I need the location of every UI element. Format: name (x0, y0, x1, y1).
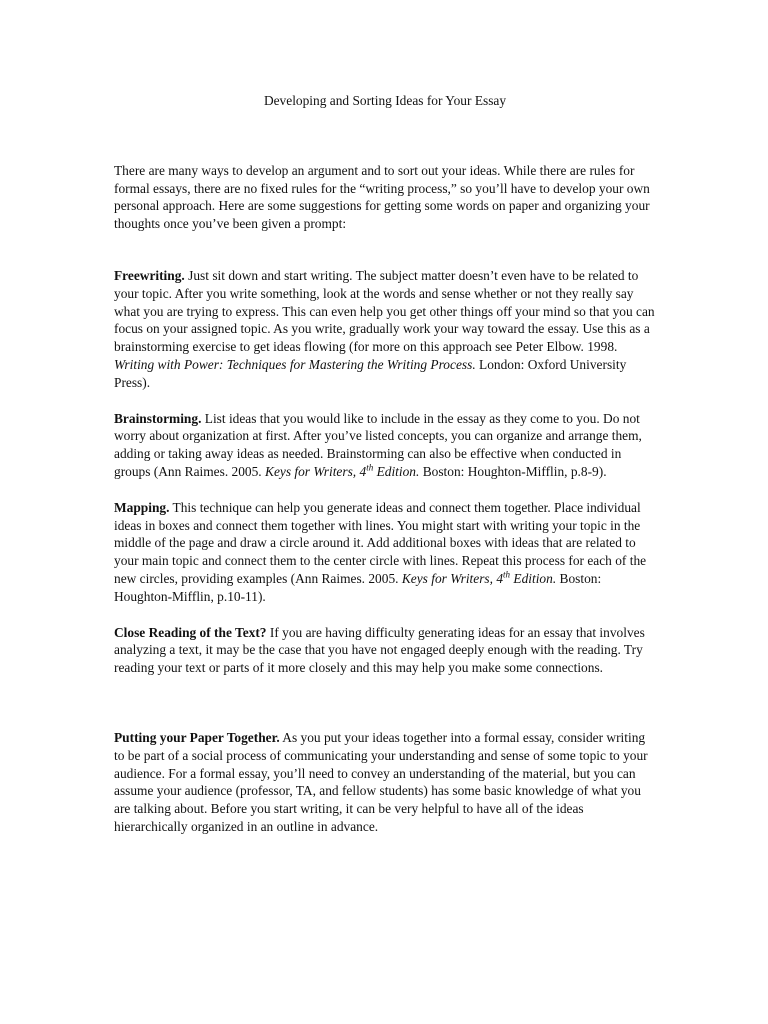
freewriting-citation-tail: London: Oxford University Press). (114, 356, 627, 390)
intro-paragraph: There are many ways to develop an argument and to sort out your ideas. While there are rules for formal essays, there are no fixed rules for the “writing process,” so you’ll have to develop your own personal approach. Here are some suggestions for getting some words on paper and organizing your thoughts once you’ve been given a prompt: (114, 162, 650, 232)
brainstorming-book-name: Keys for Writers, 4 (265, 463, 367, 479)
mapping-book-title (402, 571, 556, 586)
brainstorming-heading: Brainstorming. (114, 410, 202, 426)
putting-together-text: As you put your ideas together into a formal essay, consider writing to be part of a social process of communicating your understanding and sense of some topic to your audience. For a formal essay, you’ll need to convey an understanding of the material, but you can assume your audience (professor, TA, and fellow students) has some basic knowledge of what you are talking about. Before you start writing, it can be very helpful to have all of the ideas hierarchically organized in an outline in advance. (114, 729, 648, 834)
mapping-book-edition: Edition. (510, 570, 557, 586)
brainstorming-edition-sup: th (366, 462, 374, 473)
brainstorming-section (114, 410, 656, 481)
putting-together-heading: Putting your Paper Together. (114, 729, 280, 745)
freewriting-section (114, 267, 656, 392)
mapping-book-name: Keys for Writers, 4 (401, 570, 504, 586)
putting-together-section (114, 729, 656, 836)
brainstorming-book-edition: Edition. (373, 463, 420, 479)
mapping-section (114, 499, 656, 606)
mapping-citation-tail: Boston: Houghton-Mifflin, p.10-11). (114, 570, 602, 604)
brainstorming-book-title (265, 464, 419, 479)
close-reading-heading: Close Reading of the Text? (114, 624, 267, 640)
close-reading-text: If you are having difficulty generating ideas for an essay that involves analyzing a text, it may be the case that you have not engaged deeply enough with the reading. Try reading your text or parts of it more closely and this may help you make some connections. (114, 624, 645, 676)
freewriting-book-title: Writing with Power: Techniques for Mastering the Writing Process. (114, 356, 476, 372)
close-reading-section (114, 624, 656, 677)
mapping-text: This technique can help you generate ideas and connect them together. Place individual ideas in boxes and connect them together with lines. You might start with writing your topic in the middle of the page and draw a circle around it. Add additional boxes with ideas that are related to your main topic and connect them to the center circle with lines. Repeat this process for each of the new circles, providing examples (Ann Raimes. 2005. (114, 499, 647, 586)
document-title: Developing and Sorting Ideas for Your Essay (263, 93, 507, 108)
freewriting-text: Just sit down and start writing. The subject matter doesn’t even have to be related to your topic. After you write something, look at the words and sense whether or not they really say what you are trying to express. This can even help you get other things off your mind so that you can focus on your assigned topic. As you write, gradually work your way toward the essay. Use this as a brainstorming exercise to get ideas flowing (for more on this approach see Peter Elbow. 1998. (114, 267, 655, 355)
freewriting-heading: Freewriting. (114, 267, 185, 283)
brainstorming-citation-tail: Boston: Houghton-Mifflin, p.8-9). (419, 463, 607, 479)
brainstorming-text: List ideas that you would like to include in the essay as they come to you. Do not worry about organization at first. After you’ve listed concepts, you can organize and arrange them, adding or taking away ideas as needed. Brainstorming can also be effective when conducted in groups (Ann Raimes. 2005. (114, 410, 642, 479)
mapping-edition-sup: th (503, 569, 511, 580)
mapping-heading: Mapping. (114, 499, 170, 515)
